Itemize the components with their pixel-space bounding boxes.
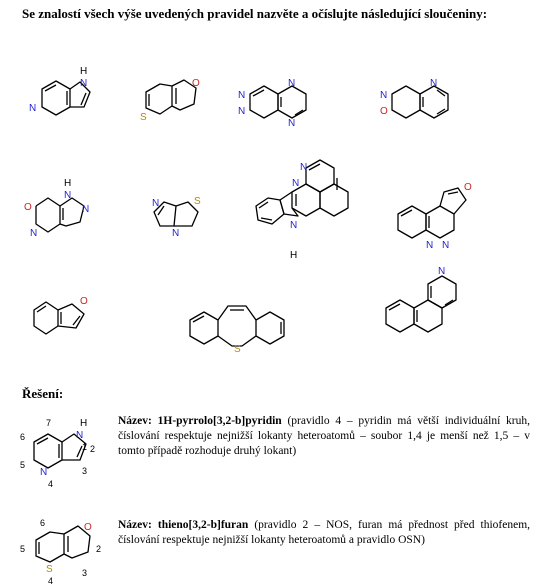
- structure-thienofuran: [132, 72, 222, 142]
- atom-s: S: [46, 564, 53, 575]
- locant: 4: [48, 576, 54, 586]
- atom-n: N: [64, 190, 72, 201]
- atom-o: O: [464, 182, 472, 193]
- structure-pyrazolooxazole: [18, 180, 108, 250]
- atom-n: N: [292, 178, 300, 189]
- structure-benzofuran: [24, 290, 114, 350]
- structure-pyridooxazine: [378, 76, 478, 146]
- atom-n: N: [288, 78, 296, 89]
- locant: 3: [82, 568, 88, 578]
- locant: 7: [46, 418, 52, 428]
- structure-furocinnoline: [382, 164, 492, 264]
- atom-s: S: [194, 196, 201, 207]
- locant: 5: [20, 544, 26, 554]
- atom-n: N: [426, 240, 434, 251]
- atom-n: N: [238, 90, 246, 101]
- locant: 6: [20, 432, 26, 442]
- atom-o: O: [380, 106, 388, 117]
- atom-s: S: [140, 112, 147, 123]
- atom-n: N: [290, 220, 298, 231]
- atom-o: O: [84, 522, 92, 533]
- locant: 3: [82, 466, 88, 476]
- solution-1-name-label: Název:: [118, 415, 152, 427]
- atom-n: N: [238, 106, 246, 117]
- structure-pyrrolopyridine: [20, 64, 110, 144]
- solution-1-text: [118, 414, 530, 459]
- structure-pyrazinopyridazine: [236, 76, 336, 146]
- atom-n: N: [82, 204, 90, 215]
- locant: 5: [20, 460, 26, 470]
- structure-pyrazinocarbazole: [240, 150, 360, 266]
- atom-o: O: [192, 78, 200, 89]
- atom-h: H: [80, 66, 88, 77]
- atom-h: H: [64, 178, 72, 189]
- atom-n: N: [300, 162, 308, 173]
- locant: 4: [48, 479, 54, 489]
- atom-n: N: [438, 266, 446, 277]
- solution-2-structure: [18, 512, 118, 588]
- solution-2-explanation: (pravidlo 2 – NOS, furan má přednost před thiofenem, číslování respektuje nejnižší lokanty heteroatomů a pravidlo OSN): [118, 519, 531, 546]
- structure-benzoisoquinoline: [372, 262, 492, 352]
- solution-2-name-label: Název:: [118, 519, 152, 531]
- atom-n: N: [430, 78, 438, 89]
- solution-1-explanation: (pravidlo 4 – pyridin má větší individuální kruh, číslování respektuje nejnižší lokanty heteroatomů – soubor 1,4 je menší než 1,5 – v tomto případě rozhoduje druhý lokant): [118, 415, 531, 457]
- atom-n: N: [40, 467, 48, 478]
- solution-2-compound-name: thieno[3,2-b]furan: [157, 519, 249, 531]
- atom-n: N: [152, 198, 160, 209]
- locant: 2: [90, 444, 96, 454]
- locant: 1: [82, 442, 88, 452]
- atom-n: N: [288, 118, 296, 129]
- atom-h: H: [80, 418, 88, 429]
- atom-n: N: [30, 228, 38, 239]
- solution-1-compound-name: 1H-pyrrolo[3,2-b]pyridin: [157, 415, 282, 427]
- solution-2-text: [118, 518, 530, 548]
- locant: 6: [40, 518, 46, 528]
- atom-n: N: [380, 90, 388, 101]
- atom-o: O: [80, 296, 88, 307]
- atom-n: N: [29, 103, 37, 114]
- atom-s: S: [234, 344, 241, 355]
- structure-dibenzothiepine: [174, 290, 304, 370]
- solution-1-structure: [18, 408, 114, 488]
- locant: 2: [96, 544, 102, 554]
- atom-n: N: [80, 78, 88, 89]
- atom-h: H: [290, 250, 298, 261]
- atom-o: O: [24, 202, 32, 213]
- atom-n: N: [172, 228, 180, 239]
- structure-imidazothiazole: [142, 190, 222, 250]
- atom-n: N: [442, 240, 450, 251]
- atom-n: N: [76, 430, 84, 441]
- exercise-heading: Se znalostí všech výše uvedených pravidel nazvěte a očíslujte následující sloučeniny:: [22, 6, 488, 21]
- solution-heading: Řešení:: [22, 386, 64, 401]
